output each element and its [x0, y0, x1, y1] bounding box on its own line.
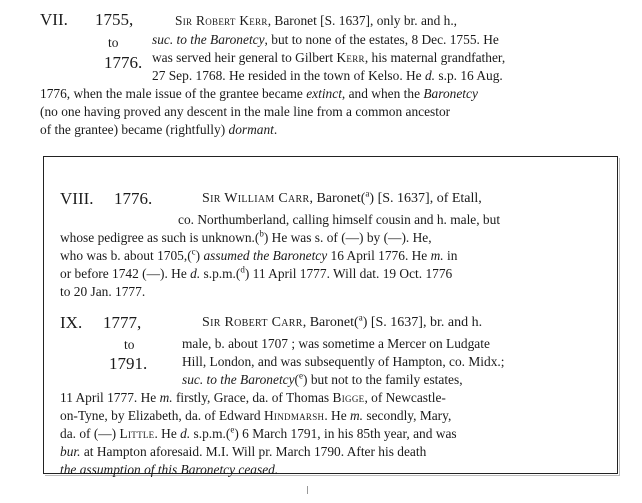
- entry-vii-to: to: [108, 35, 119, 50]
- entry-vii-line1: Sir Robert Kerr, Baronet [S. 1637], only br. and h.,: [175, 13, 458, 28]
- entry-vii-line4: 27 Sep. 1768. He resided in the town of Kelso. He d. s.p. 16 Aug.: [152, 68, 503, 83]
- entry-viii-line1: Sir William Carr, Baronet($^a$) [S. 1637], of Etall,: [202, 188, 482, 206]
- entry-ix-line4: suc. to the Baronetcy($^e$) but not to the family estates,: [182, 370, 463, 387]
- entry-ix-numeral: IX.: [60, 313, 83, 332]
- entry-ix-year-end: 1791.: [109, 354, 148, 373]
- entry-vii-year-start: 1755,: [95, 10, 134, 29]
- entry-vii-line5: 1776, when the male issue of the grantee became extinct, and when the Baronetcy: [40, 86, 478, 101]
- entry-ix-line2: male, b. about 1707 ; was sometime a Mercer on Ludgate: [182, 336, 490, 351]
- entry-vii-line7: of the grantee) became (rightfully) dormant.: [40, 122, 278, 137]
- entry-viii-line2: co. Northumberland, calling himself cousin and h. male, but: [178, 212, 501, 227]
- entry-ix-year-start: 1777,: [103, 313, 142, 332]
- entry-ix-line9: the assumption of this Baronetcy ceased.: [60, 462, 279, 477]
- entry-ix-line6: on-Tyne, by Elizabeth, da. of Edward Hindmarsh. He m. secondly, Mary,: [60, 408, 452, 423]
- entry-viii-line3: whose pedigree as such is unknown.($^b$) He was s. of (—) by (—). He,: [60, 228, 432, 245]
- entry-viii-line6: to 20 Jan. 1777.: [60, 284, 146, 299]
- entry-ix-line7: da. of (—) Little. He d. s.p.m.($^e$) 6 March 1791, in his 85th year, and was: [60, 424, 457, 441]
- entry-viii-line5: or before 1742 (—). He d. s.p.m.($^d$) 11 April 1777. Will dat. 19 Oct. 1776: [60, 264, 453, 281]
- entry-viii-year: 1776.: [114, 189, 153, 208]
- entry-vii-line2: suc. to the Baronetcy, but to none of the estates, 8 Dec. 1755. He: [152, 32, 499, 47]
- entry-vii-year-end: 1776.: [104, 53, 143, 72]
- entry-viii-numeral: VIII.: [60, 189, 94, 208]
- entry-vii-numeral: VII.: [40, 10, 68, 29]
- entry-ix-line8: bur. at Hampton aforesaid. M.I. Will pr. March 1790. After his death: [60, 444, 427, 459]
- entry-vii-line6: (no one having proved any descent in the male line from a common ancestor: [40, 104, 451, 119]
- gutter-mark: [307, 486, 308, 494]
- entry-ix-to: to: [124, 337, 135, 352]
- entry-ix-line1: Sir Robert Carr, Baronet($^a$) [S. 1637], br. and h.: [202, 312, 483, 330]
- entry-vii-line3: was served heir general to Gilbert Kerr, his maternal grandfather,: [152, 50, 506, 65]
- entry-ix-line3: Hill, London, and was subsequently of Hampton, co. Midx.;: [182, 354, 505, 369]
- entry-viii-line4: who was b. about 1705,($^c$) assumed the Baronetcy 16 April 1776. He m. in: [60, 246, 458, 263]
- entry-ix-line5: 11 April 1777. He m. firstly, Grace, da. of Thomas Bigge, of Newcastle-: [60, 390, 446, 405]
